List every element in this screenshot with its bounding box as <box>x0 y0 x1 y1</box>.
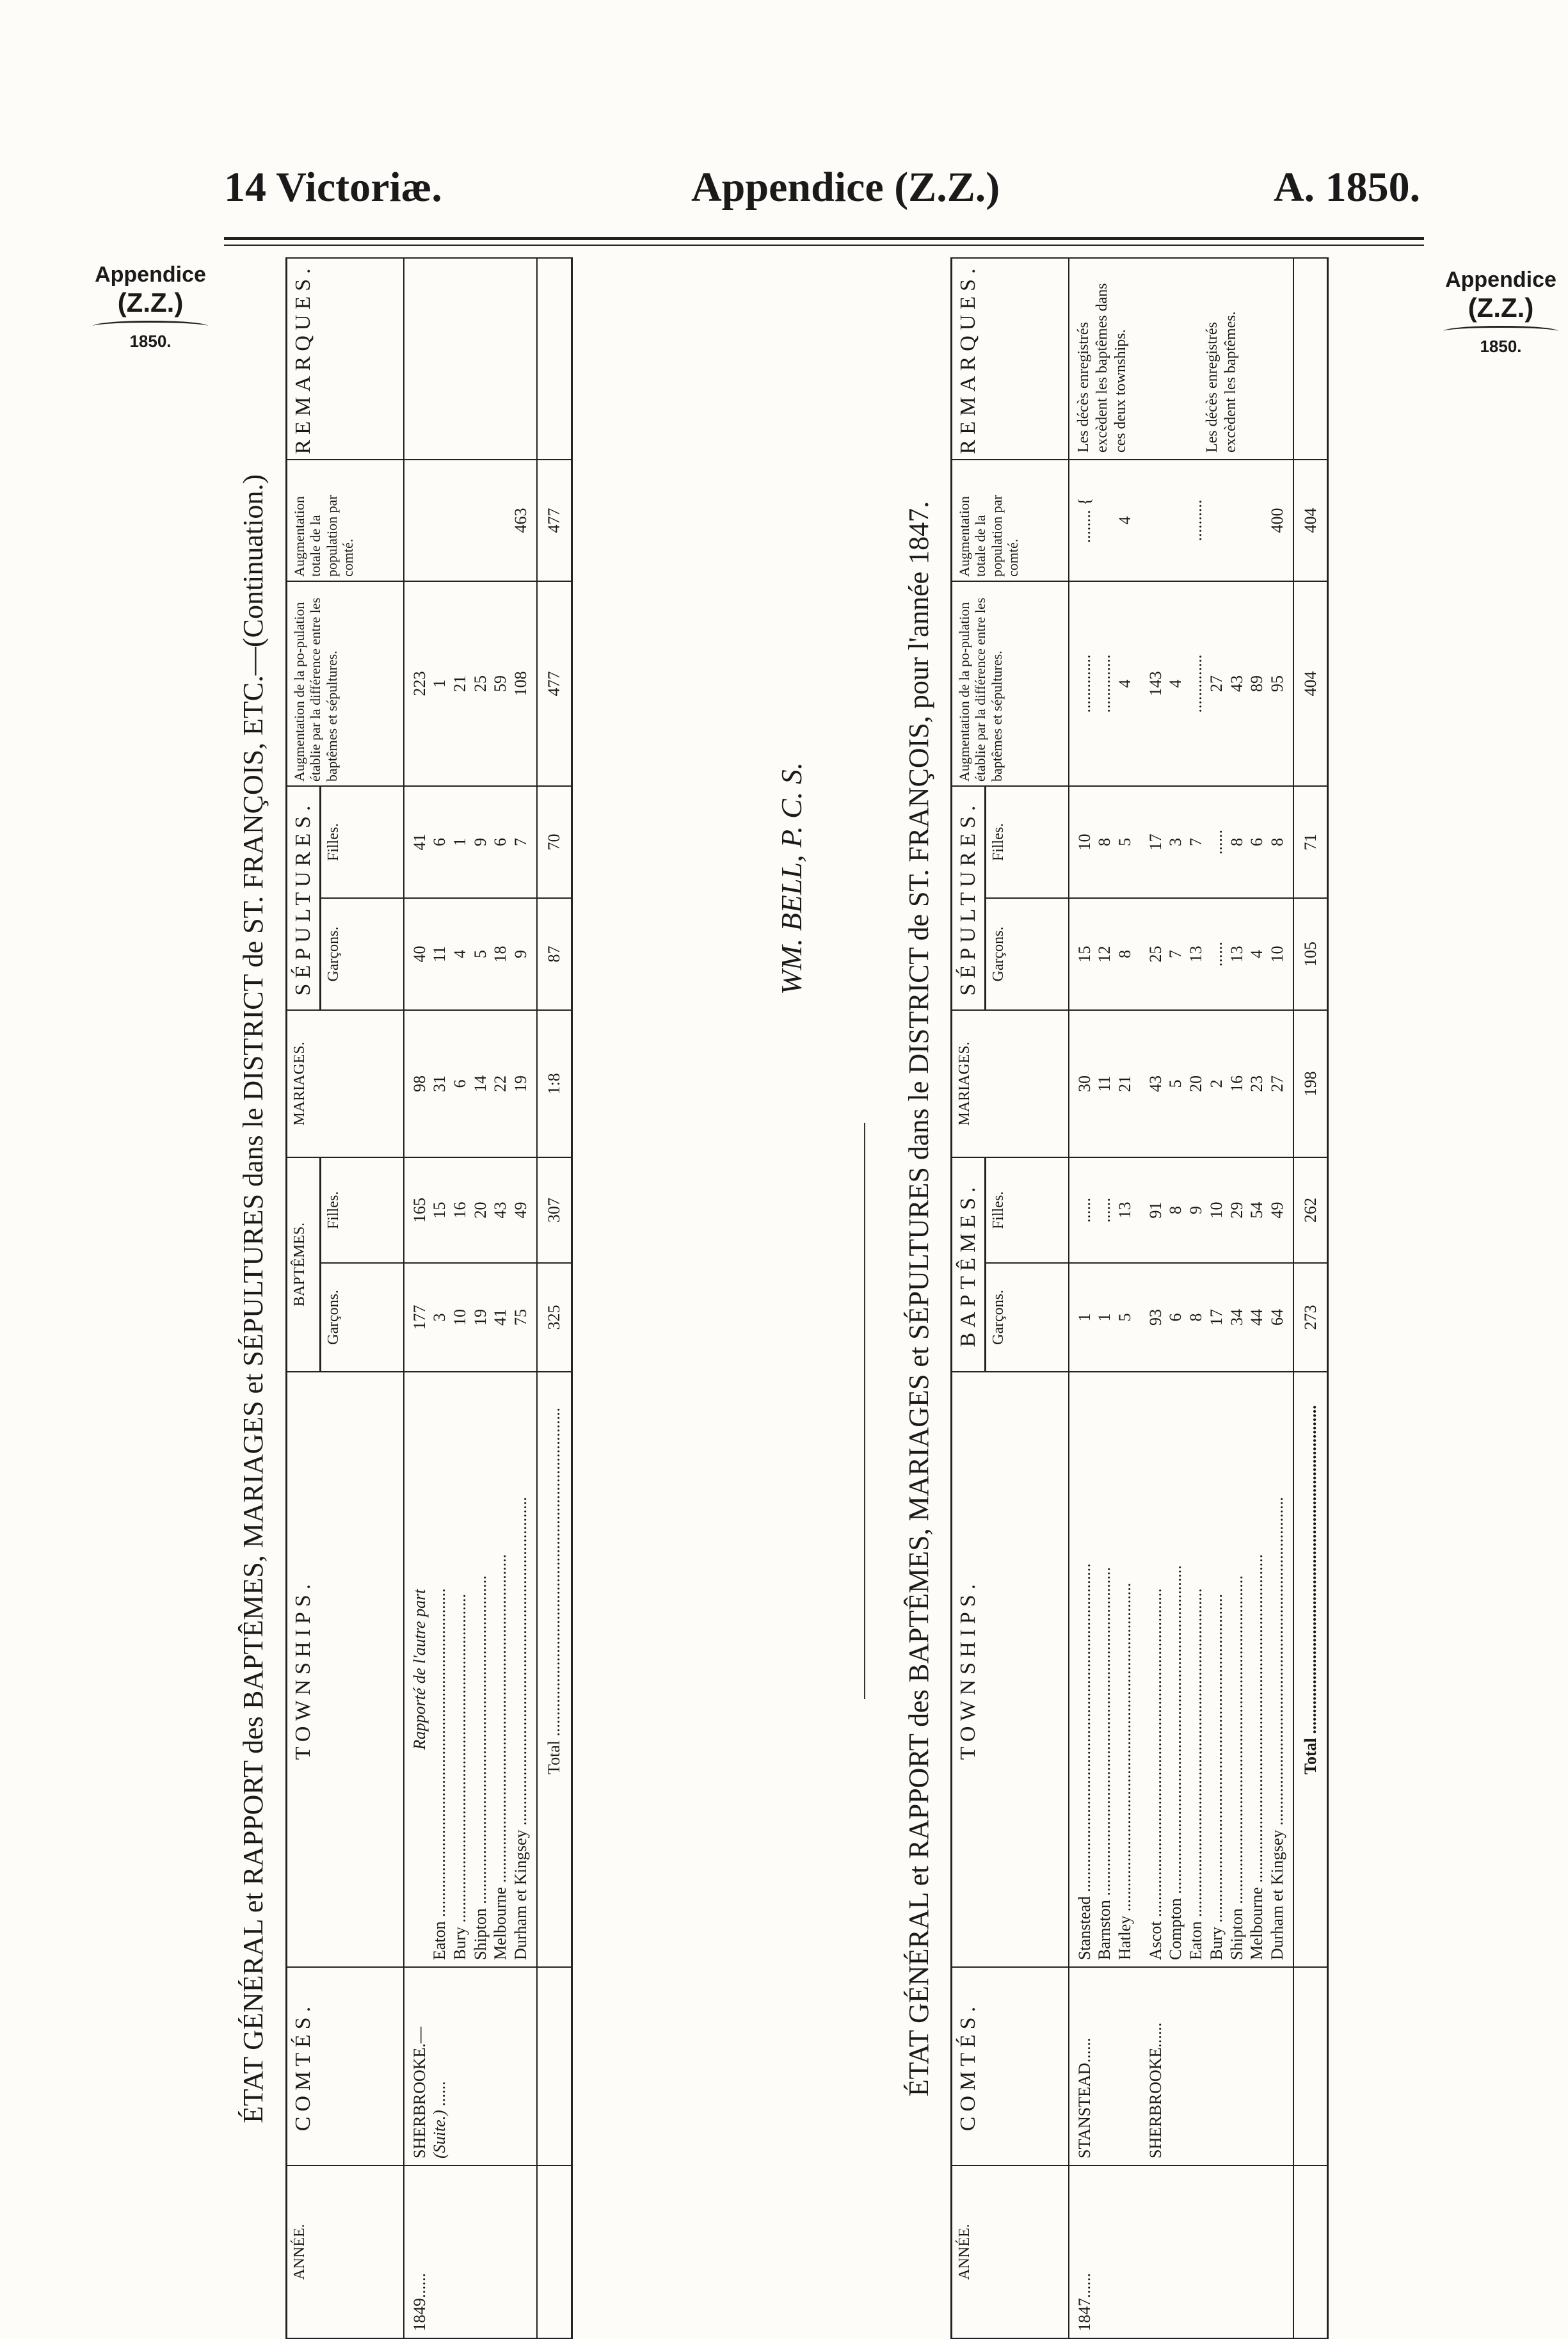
col-filles: Filles. <box>321 1157 404 1263</box>
townships-list: Rapporté de l'autre part Eaton ..... Bury ..... Shipton ..... Melbourne ..... Durham et Kingsey ..... <box>404 1372 537 1967</box>
col-augmentation: Augmentation de la po-pulation établie par la différence entre les baptêmes et sépultures. <box>287 581 404 786</box>
augmentation-values: .............. .............. 4 <box>1069 581 1140 786</box>
total-bg: 273 <box>1293 1263 1328 1372</box>
baptemes-filles-values: ...... ...... 13 <box>1069 1157 1140 1263</box>
col-baptemes: BAPTÊMES. <box>287 1157 321 1372</box>
year-cell: 1847...... <box>1069 2166 1140 2338</box>
baptemes-filles-values: 91 8 9 10 29 54 49 <box>1140 1157 1293 1263</box>
county-cell: SHERBROOKE.— (Suite.) ...... <box>404 1967 537 2166</box>
header-rule-thin <box>224 245 1424 246</box>
margin-code: (Z.Z.) <box>1468 293 1534 323</box>
county-cell: SHERBROOKE...... <box>1140 1967 1293 2166</box>
col-mariages: MARIAGES. <box>287 1010 404 1157</box>
margin-label: Appendice <box>1445 268 1556 292</box>
total-bf: 262 <box>1293 1157 1328 1263</box>
table-row <box>1069 258 1140 2338</box>
col-remarques: REMARQUES. <box>952 258 1069 460</box>
col-filles: Filles. <box>986 1157 1069 1263</box>
augmentation-totale-values: 463 <box>404 460 537 581</box>
running-head-center: Appendice (Z.Z.) <box>691 164 1000 211</box>
col-garcons: Garçons. <box>986 898 1069 1010</box>
total-sg: 87 <box>537 898 572 1010</box>
total-aug: 404 <box>1293 581 1328 786</box>
baptemes-filles-values: 165 15 16 20 43 49 <box>404 1157 537 1263</box>
signature: WM. BELL, P. C. S. <box>775 762 808 995</box>
margin-note-left <box>86 262 214 351</box>
year-cell: 1849...... <box>404 2166 537 2338</box>
col-baptemes: BAPTÊMES. <box>952 1157 986 1372</box>
augmentation-values: 143 4 .............. 27 43 89 95 <box>1140 581 1293 786</box>
mariages-values: 98 31 6 14 22 19 <box>404 1010 537 1157</box>
table-row-total <box>537 258 572 2338</box>
total-mar: 198 <box>1293 1010 1328 1157</box>
separator-rule <box>864 1123 865 1699</box>
margin-note-right <box>1437 268 1565 357</box>
header-rule-thick <box>224 237 1424 240</box>
total-aug: 477 <box>537 581 572 786</box>
col-augmentation-totale: Augmentation totale de la population par comté. <box>952 460 1069 581</box>
col-mariages: MARIAGES. <box>952 1010 1069 1157</box>
col-filles: Filles. <box>321 786 404 898</box>
table-row <box>1140 258 1293 2338</box>
margin-code: (Z.Z.) <box>117 287 184 317</box>
townships-list: Ascot ..... Compton ..... Eaton ..... Bury ..... Shipton ..... Melbourne ..... Durham et Kingsey ..... <box>1140 1372 1293 1967</box>
table2-title: ÉTAT GÉNÉRAL et RAPPORT des BAPTÊMES, MARIAGES et SÉPULTURES dans le DISTRICT de ST. FRANÇOIS, pour l'année 1847. <box>903 501 934 2097</box>
table1-title: ÉTAT GÉNÉRAL et RAPPORT des BAPTÊMES, MARIAGES et SÉPULTURES dans le DISTRICT de ST. FRANÇOIS, ETC.—(Continuation.) <box>237 474 269 2124</box>
running-head-left: 14 Victoriæ. <box>224 164 442 211</box>
col-townships: TOWNSHIPS. <box>952 1372 1069 1967</box>
table-row-total <box>1293 258 1328 2338</box>
col-garcons: Garçons. <box>321 1263 404 1372</box>
sepultures-garcons-values: 25 7 13 ...... 13 4 10 <box>1140 898 1293 1010</box>
margin-label: Appendice <box>95 262 206 287</box>
col-sepultures: SÉPULTURES. <box>952 786 986 1010</box>
table1 <box>285 257 573 2339</box>
total-sg: 105 <box>1293 898 1328 1010</box>
sepultures-filles-values: 41 6 1 9 6 7 <box>404 786 537 898</box>
total-bg: 325 <box>537 1263 572 1372</box>
col-filles: Filles. <box>986 786 1069 898</box>
total-aug2: 477 <box>537 460 572 581</box>
remark-sherbrooke: Les décès enregistrés excèdent les baptêmes. <box>1140 258 1293 460</box>
augmentation-totale-values: ........ { 4 <box>1069 460 1140 581</box>
sepultures-filles-values: 10 8 5 <box>1069 786 1140 898</box>
augmentation-values: 223 1 21 25 59 108 <box>404 581 537 786</box>
rotated-page-body <box>224 259 1427 2339</box>
baptemes-garcons-values: 93 6 8 17 34 44 64 <box>1140 1263 1293 1372</box>
margin-brace <box>1443 326 1558 337</box>
sepultures-garcons-values: 15 12 8 <box>1069 898 1140 1010</box>
sepultures-filles-values: 17 3 7 ...... 8 6 8 <box>1140 786 1293 898</box>
col-remarques: REMARQUES. <box>287 258 404 460</box>
col-annee: ANNÉE. <box>287 2166 404 2338</box>
total-aug2: 404 <box>1293 460 1328 581</box>
augmentation-totale-values: .......... 400 <box>1140 460 1293 581</box>
mariages-values: 30 11 21 <box>1069 1010 1140 1157</box>
col-townships: TOWNSHIPS. <box>287 1372 404 1967</box>
margin-year: 1850. <box>1480 337 1522 356</box>
col-sepultures: SÉPULTURES. <box>287 786 321 1010</box>
baptemes-garcons-values: 177 3 10 19 41 75 <box>404 1263 537 1372</box>
total-label: Total ..... <box>537 1372 572 1967</box>
table2 <box>950 257 1329 2339</box>
col-annee: ANNÉE. <box>952 2166 1069 2338</box>
running-head-right: A. 1850. <box>1274 164 1421 211</box>
total-sf: 71 <box>1293 786 1328 898</box>
table-row <box>404 258 537 2338</box>
total-bf: 307 <box>537 1157 572 1263</box>
col-augmentation: Augmentation de la po-pulation établie par la différence entre les baptêmes et sépultures. <box>952 581 1069 786</box>
mariages-values: 43 5 20 2 16 23 27 <box>1140 1010 1293 1157</box>
sepultures-garcons-values: 40 11 4 5 18 9 <box>404 898 537 1010</box>
col-augmentation-totale: Augmentation totale de la population par comté. <box>287 460 404 581</box>
margin-brace <box>93 321 208 332</box>
baptemes-garcons-values: 1 1 5 <box>1069 1263 1140 1372</box>
county-cell: STANSTEAD...... <box>1069 1967 1140 2166</box>
col-garcons: Garçons. <box>321 898 404 1010</box>
remarques-cell <box>404 258 537 460</box>
col-garcons: Garçons. <box>986 1263 1069 1372</box>
col-comtes: COMTÉS. <box>287 1967 404 2166</box>
total-sf: 70 <box>537 786 572 898</box>
total-label: Total ..... <box>1293 1372 1328 1967</box>
townships-list: Stanstead ..... Barnston ..... Hatley ..... <box>1069 1372 1140 1967</box>
total-mar: 1:8 <box>537 1010 572 1157</box>
margin-year: 1850. <box>129 332 172 351</box>
remark-stanstead: Les décès enregistrés excèdent les baptêmes dans ces deux townships. <box>1069 258 1140 460</box>
col-comtes: COMTÉS. <box>952 1967 1069 2166</box>
